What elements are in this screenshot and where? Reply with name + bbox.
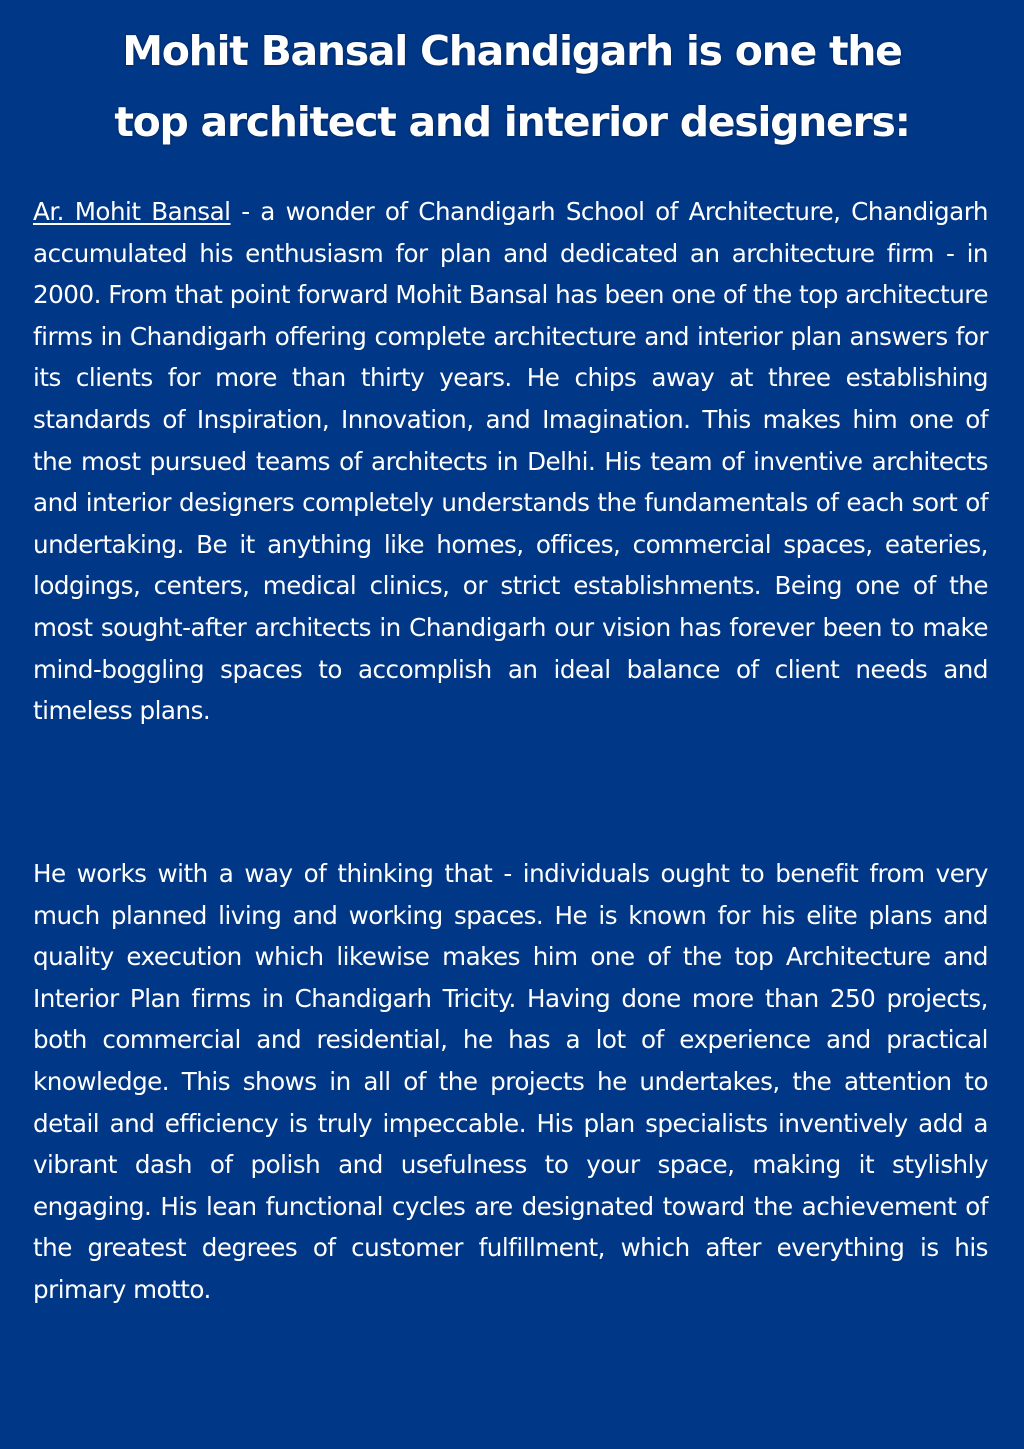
intro-paragraph-text: - a wonder of Chandigarh School of Architecture, Chandigarh accumulated his enthusiasm for plan and dedicated an architecture firm - in 2000. From that point forward Mohit Bansal has been one of the top architecture firms in Chandigarh offering complete architecture and interior plan answers for its clients for more than thirty years. He chips away at three establishing standards of Inspiration, Innovation, and Imagination. This makes him one of the most pursued teams of architects in Delhi. His team of inventive architects and interior designers completely understands the fundamentals of each sort of undertaking. Be it anything like homes, offices, commercial spaces, eateries, lodgings, centers, medical clinics, or strict establishments. Being one of the most sought-after architects in Chandigarh our vision has forever been to make mind-boggling spaces to accomplish an ideal balance of client needs and timeless plans.: [33, 197, 988, 726]
title-line-2: top architect and interior designers:: [114, 98, 910, 146]
intro-paragraph: [33, 191, 988, 732]
page-title: [20, 16, 1004, 158]
philosophy-paragraph: He works with a way of thinking that - individuals ought to benefit from very much planned living and working spaces. He is known for his elite plans and quality execution which likewise makes him one of the top Architecture and Interior Plan firms in Chandigarh Tricity. Having done more than 250 projects, both commercial and residential, he has a lot of experience and practical knowledge. This shows in all of the projects he undertakes, the attention to detail and efficiency is truly impeccable. His plan specialists inventively add a vibrant dash of polish and usefulness to your space, making it stylishly engaging. His lean functional cycles are designated toward the achievement of the greatest degrees of customer fulfillment, which after everything is his primary motto.: [33, 859, 988, 1304]
mohit-bansal-link[interactable]: Ar. Mohit Bansal: [33, 197, 231, 226]
title-line-1: Mohit Bansal Chandigarh is one the: [122, 27, 902, 75]
